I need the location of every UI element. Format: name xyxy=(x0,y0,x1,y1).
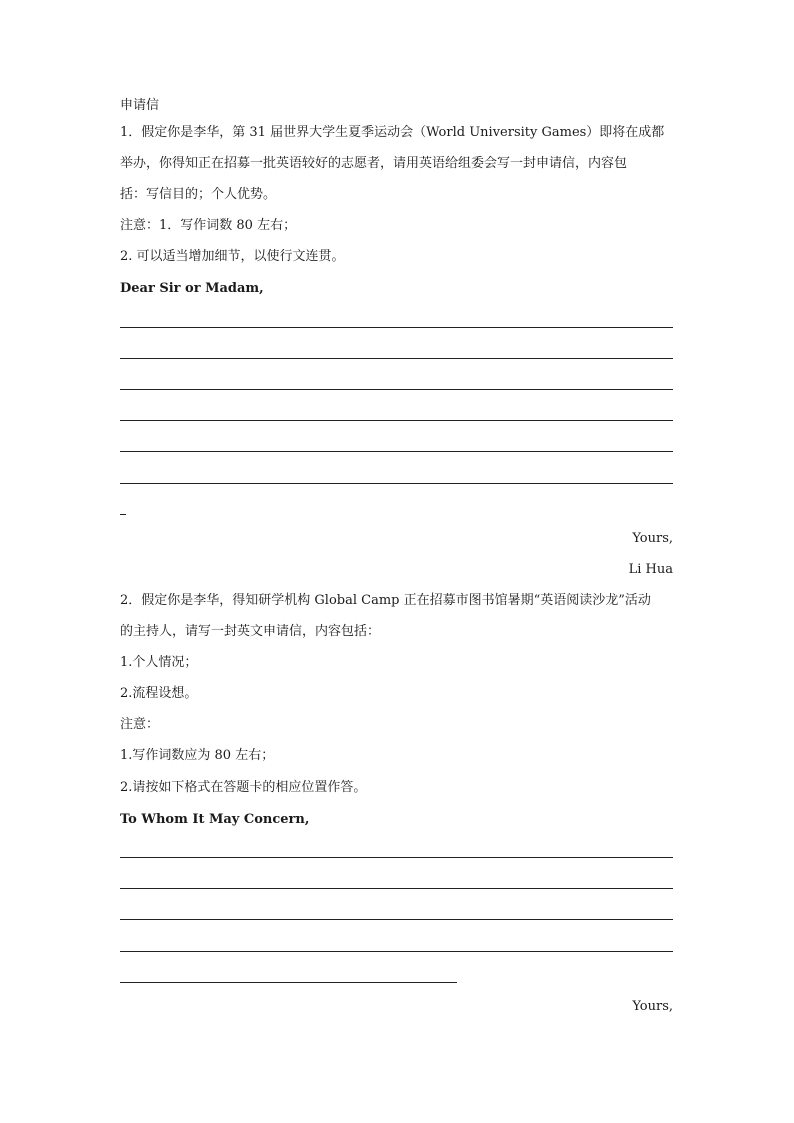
q1-answer-line xyxy=(120,389,673,390)
q2-answer-line xyxy=(120,982,457,983)
q1-note-1: 注意：1．写作词数 80 左右； xyxy=(120,218,297,233)
q1-prompt-line-2: 举办，你得知正在招募一批英语较好的志愿者，请用英语给组委会写一封申请信，内容包 xyxy=(120,156,628,171)
q1-answer-line xyxy=(120,451,673,452)
q2-note-1: 1.写作词数应为 80 左右； xyxy=(120,748,275,763)
q1-answer-line xyxy=(120,327,673,328)
document-title: 申请信 xyxy=(120,98,160,113)
q1-prompt-line-1: 1．假定你是李华，第 31 届世界大学生夏季运动会（World University Games）即将在成都 xyxy=(120,125,665,140)
q1-answer-line xyxy=(120,420,673,421)
q2-item-2: 2.流程设想。 xyxy=(120,686,198,701)
q2-answer-line xyxy=(120,951,673,952)
q2-answer-line xyxy=(120,888,673,889)
q2-closing: Yours, xyxy=(632,999,673,1014)
q1-answer-line xyxy=(120,358,673,359)
q2-item-1: 1.个人情况； xyxy=(120,655,198,670)
q1-note-2: 2. 可以适当增加细节，以使行文连贯。 xyxy=(120,249,345,264)
q1-answer-dash xyxy=(120,514,126,515)
q1-answer-line xyxy=(120,483,673,484)
q2-prompt-line-2: 的主持人，请写一封英文申请信，内容包括： xyxy=(120,624,381,639)
q1-closing: Yours, xyxy=(632,531,673,546)
q2-note-label: 注意： xyxy=(120,717,160,732)
q1-greeting: Dear Sir or Madam, xyxy=(120,281,264,296)
q1-signature: Li Hua xyxy=(628,562,673,577)
q2-answer-line xyxy=(120,857,673,858)
q1-prompt-line-3: 括：写信目的；个人优势。 xyxy=(120,187,277,202)
q2-answer-line xyxy=(120,919,673,920)
q2-greeting: To Whom It May Concern, xyxy=(120,812,310,827)
q2-note-2: 2.请按如下格式在答题卡的相应位置作答。 xyxy=(120,780,367,795)
q2-prompt-line-1: 2．假定你是李华，得知研学机构 Global Camp 正在招募市图书馆暑期“英语阅读沙龙”活动 xyxy=(120,593,651,608)
